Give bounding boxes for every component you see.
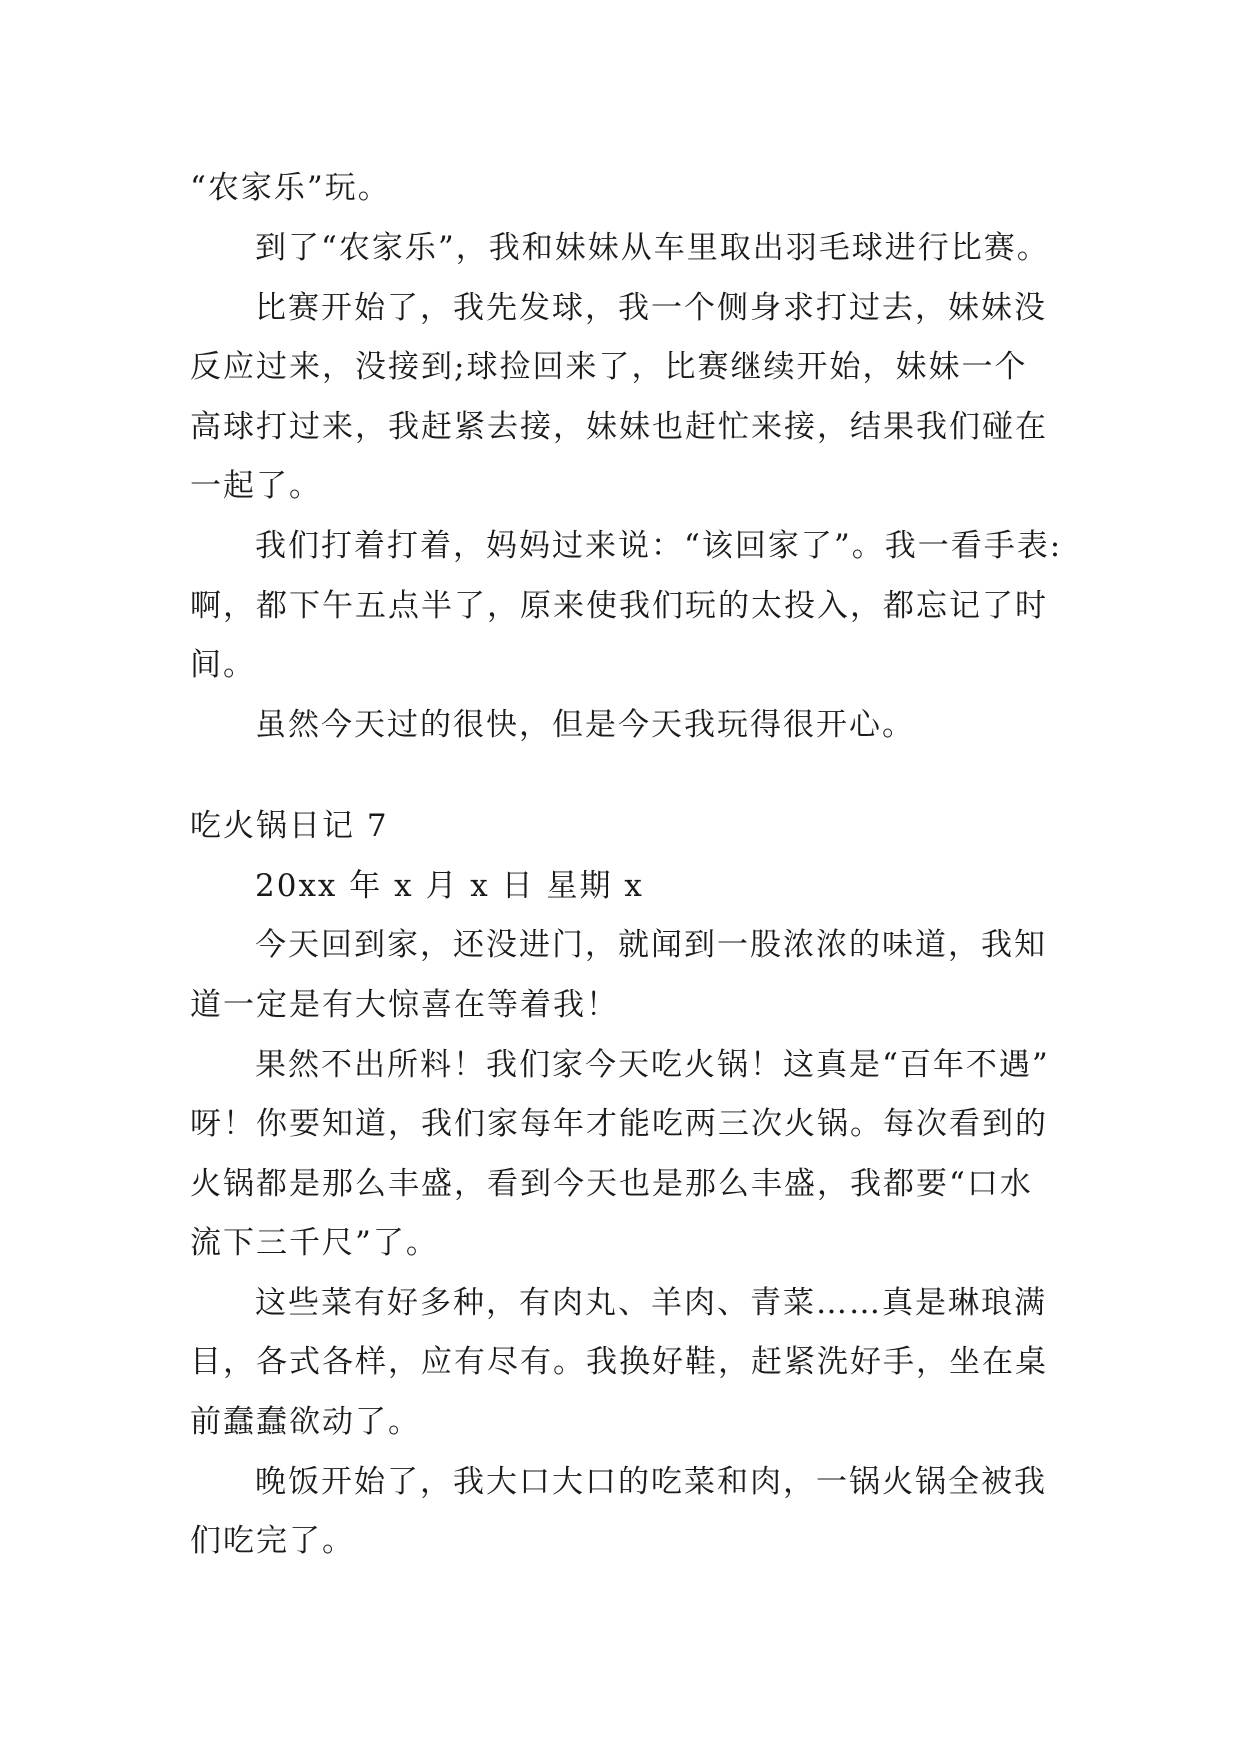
text-line: 一起了。 xyxy=(190,468,322,504)
text-line: 到了“农家乐”，我和妹妹从车里取出羽毛球进行比赛。 xyxy=(255,230,1050,266)
text-line: 目，各式各样，应有尽有。我换好鞋，赶紧洗好手，坐在桌 xyxy=(190,1344,1048,1380)
text-line: 反应过来，没接到;球捡回来了，比赛继续开始，妹妹一个 xyxy=(190,349,1028,385)
text-line: 啊，都下午五点半了，原来使我们玩的太投入，都忘记了时 xyxy=(190,588,1048,624)
text-line: 虽然今天过的很快，但是今天我玩得很开心。 xyxy=(255,707,915,743)
text-line: 晚饭开始了，我大口大口的吃菜和肉，一锅火锅全被我 xyxy=(255,1464,1047,1500)
text-line: 道一定是有大惊喜在等着我！ xyxy=(190,987,619,1023)
text-line: 呀！你要知道，我们家每年才能吃两三次火锅。每次看到的 xyxy=(190,1106,1048,1142)
text-line: 火锅都是那么丰盛，看到今天也是那么丰盛，我都要“口水 xyxy=(190,1166,1033,1202)
text-line: 间。 xyxy=(190,647,256,683)
text-line: 高球打过来，我赶紧去接，妹妹也赶忙来接，结果我们碰在 xyxy=(190,409,1048,445)
text-line: 我们打着打着，妈妈过来说：“该回家了”。我一看手表: xyxy=(255,528,1063,564)
text-line: 果然不出所料！我们家今天吃火锅！这真是“百年不遇” xyxy=(255,1047,1050,1083)
date-line: 20xx 年 x 月 x 日 星期 x xyxy=(255,868,644,904)
text-line: 今天回到家，还没进门，就闻到一股浓浓的味道，我知 xyxy=(255,927,1047,963)
text-line: 流下三千尺”了。 xyxy=(190,1225,439,1261)
text-line: “农家乐”玩。 xyxy=(190,170,391,206)
text-line: 比赛开始了，我先发球，我一个侧身求打过去，妹妹没 xyxy=(255,290,1047,326)
text-line: 们吃完了。 xyxy=(190,1523,355,1559)
text-line: 前蠢蠢欲动了。 xyxy=(190,1404,421,1440)
text-line: 这些菜有好多种，有肉丸、羊肉、青菜……真是琳琅满 xyxy=(255,1285,1047,1321)
section-heading: 吃火锅日记 7 xyxy=(190,808,389,844)
